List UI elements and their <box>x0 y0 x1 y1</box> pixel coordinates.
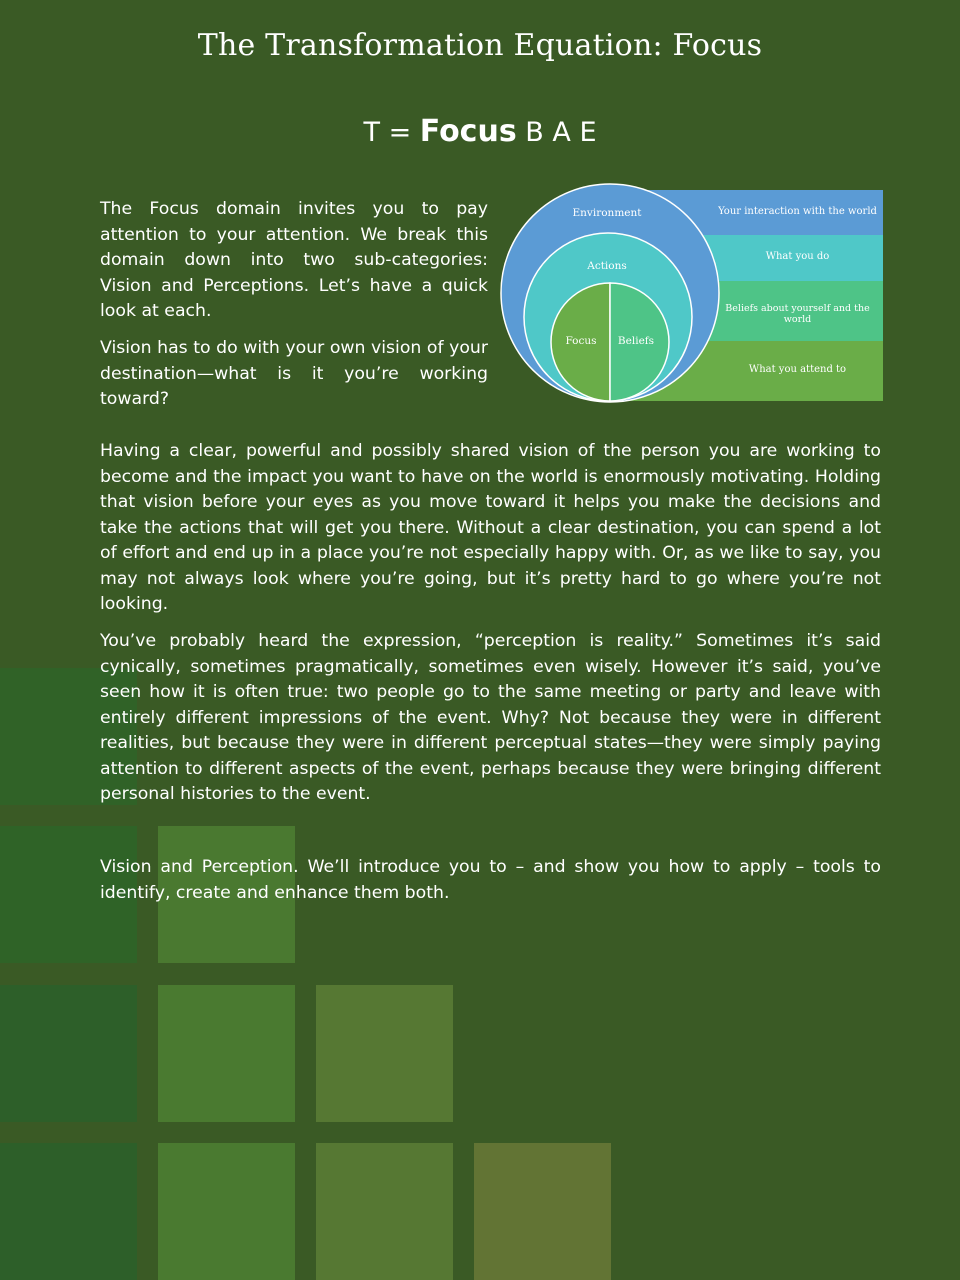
band-label: What you attend to <box>748 364 847 375</box>
equation-suffix: B A E <box>525 117 597 148</box>
intro-paragraph: Vision has to do with your own vision of your destination—what is it you’re working toward? <box>100 338 488 409</box>
page-title: The Transformation Equation: Focus <box>197 28 763 63</box>
actions-label: Actions <box>587 260 627 272</box>
beliefs-label: Beliefs <box>617 335 655 347</box>
band-label: Your interaction with the world <box>718 206 877 217</box>
focus-label: Focus <box>565 335 597 347</box>
body-paragraph: Having a clear, powerful and possibly shared vision of the person you are working to become and the impact you want to have on the world is enormously motivating. Holding that vision before your eyes as you move toward it helps you make the decisions and take the actions that will get you there. Without a clear destination, you can spend a lot of effort and end up in a place you’re not especially happy with. Or, as we like to say, you may not always look where you’re going, but it’s pretty hard to go where you’re not looking. <box>100 441 881 614</box>
body-paragraph: You’ve probably heard the expression, “perception is reality.” Sometimes it’s said cynically, sometimes pragmatically, sometimes even wisely. However it’s said, you’ve seen how it is often true: two people go to the same meeting or party and leave with entirely different impressions of the event. Why? Not because they were in different realities, but because they were in different perceptual states—they were simply paying attention to different aspects of the event, perhaps because they were bringing different personal histories to the event. <box>100 631 881 804</box>
band-label: Beliefs about yourself and the world <box>725 303 870 325</box>
equation-focus: Focus <box>419 114 517 149</box>
body-paragraph: Vision and Perception. We’ll introduce you to – and show you how to apply – tools to identify, create and enhance them both. <box>100 857 881 903</box>
equation-prefix: T = <box>363 117 412 148</box>
intro-paragraph: The Focus domain invites you to pay attention to your attention. We break this domain down into two sub-categories: Vision and Perceptions. Let’s have a quick look at each. <box>100 199 488 321</box>
environment-label: Environment <box>572 207 642 219</box>
band-label: What you do <box>765 251 830 262</box>
